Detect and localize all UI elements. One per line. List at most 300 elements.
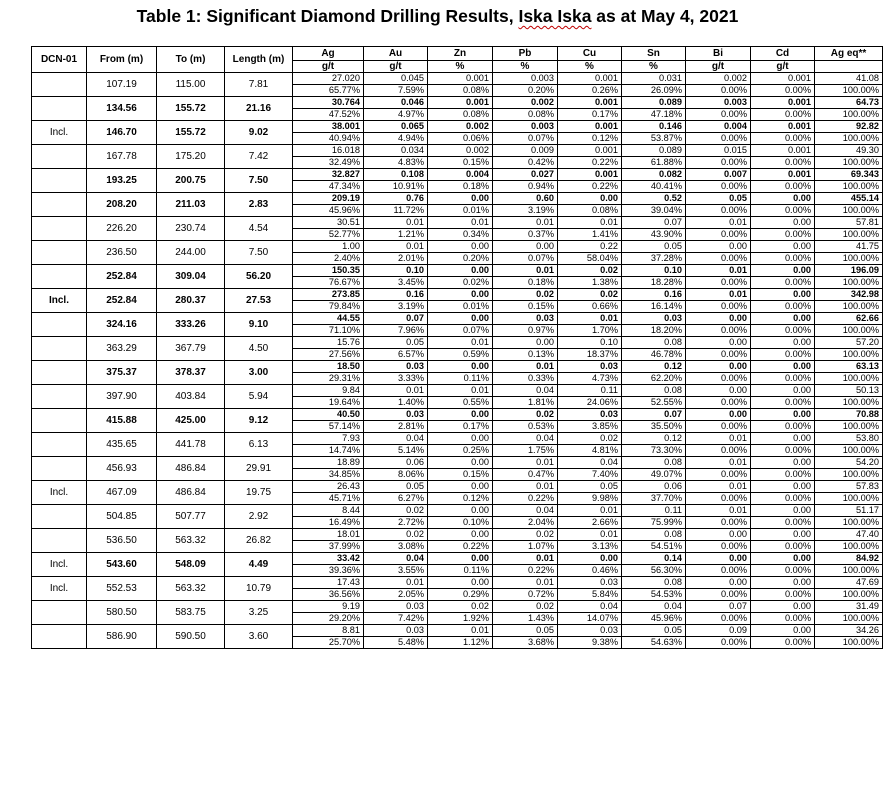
percent-cell: 0.00% (686, 637, 751, 649)
to-cell: 244.00 (157, 241, 225, 265)
percent-cell: 0.00% (686, 133, 751, 145)
percent-cell: 14.74% (293, 445, 364, 457)
grade-cell: 0.002 (428, 145, 493, 157)
percent-cell: 32.49% (293, 157, 364, 169)
to-cell: 507.77 (157, 505, 225, 529)
grade-cell: 41.08 (815, 73, 883, 85)
percent-cell: 0.00% (751, 157, 815, 169)
grade-cell: 70.88 (815, 409, 883, 421)
length-cell: 21.16 (225, 97, 293, 121)
grade-cell: 8.44 (293, 505, 364, 517)
grade-cell: 0.01 (686, 457, 751, 469)
percent-cell: 18.37% (558, 349, 622, 361)
from-cell: 134.56 (87, 97, 157, 121)
grade-cell: 0.01 (428, 217, 493, 229)
percent-cell: 0.00% (686, 277, 751, 289)
percent-cell: 0.00% (751, 253, 815, 265)
interval-note (32, 73, 87, 97)
grade-cell: 0.07 (364, 313, 428, 325)
grade-cell: 0.046 (364, 97, 428, 109)
percent-cell: 2.40% (293, 253, 364, 265)
percent-cell: 40.94% (293, 133, 364, 145)
grade-cell: 0.00 (751, 337, 815, 349)
percent-cell: 65.77% (293, 85, 364, 97)
interval-note (32, 409, 87, 433)
element-header: Cd (751, 47, 815, 61)
length-cell: 4.54 (225, 217, 293, 241)
grade-cell: 0.02 (364, 505, 428, 517)
element-header: Ag eq** (815, 47, 883, 61)
grade-cell: 0.003 (493, 121, 558, 133)
from-cell: 397.90 (87, 385, 157, 409)
percent-cell: 45.96% (622, 613, 686, 625)
result-row-grade (32, 409, 883, 421)
length-cell: 4.49 (225, 553, 293, 577)
grade-cell: 8.81 (293, 625, 364, 637)
grade-cell: 0.00 (428, 505, 493, 517)
interval-note (32, 313, 87, 337)
grade-cell: 26.43 (293, 481, 364, 493)
percent-cell: 52.77% (293, 229, 364, 241)
from-header: From (m) (87, 47, 157, 73)
percent-cell: 0.00% (751, 445, 815, 457)
percent-cell: 3.33% (364, 373, 428, 385)
percent-cell: 0.15% (428, 157, 493, 169)
percent-cell: 0.22% (558, 157, 622, 169)
from-cell: 456.93 (87, 457, 157, 481)
result-row-grade (32, 433, 883, 445)
grade-cell: 0.00 (751, 313, 815, 325)
to-header: To (m) (157, 47, 225, 73)
percent-cell: 100.00% (815, 277, 883, 289)
interval-note (32, 169, 87, 193)
percent-cell: 0.00% (751, 637, 815, 649)
from-cell: 252.84 (87, 289, 157, 313)
grade-cell: 0.00 (428, 241, 493, 253)
percent-cell: 0.12% (428, 493, 493, 505)
grade-cell: 0.00 (751, 241, 815, 253)
percent-cell: 29.20% (293, 613, 364, 625)
grade-cell: 92.82 (815, 121, 883, 133)
grade-cell: 0.001 (558, 73, 622, 85)
to-cell: 155.72 (157, 97, 225, 121)
grade-cell: 0.00 (751, 217, 815, 229)
interval-note (32, 529, 87, 553)
percent-cell: 10.91% (364, 181, 428, 193)
result-row-grade (32, 361, 883, 373)
grade-cell: 33.42 (293, 553, 364, 565)
grade-cell: 273.85 (293, 289, 364, 301)
percent-cell: 100.00% (815, 373, 883, 385)
percent-cell: 100.00% (815, 133, 883, 145)
to-cell: 155.72 (157, 121, 225, 145)
grade-cell: 0.08 (622, 457, 686, 469)
unit-header: % (558, 61, 622, 73)
percent-cell: 0.00% (751, 613, 815, 625)
element-header: Ag (293, 47, 364, 61)
grade-cell: 0.02 (493, 409, 558, 421)
grade-cell: 0.001 (751, 169, 815, 181)
percent-cell: 0.00% (686, 373, 751, 385)
length-cell: 7.81 (225, 73, 293, 97)
percent-cell: 0.01% (428, 205, 493, 217)
percent-cell: 40.41% (622, 181, 686, 193)
percent-cell: 1.43% (493, 613, 558, 625)
percent-cell: 39.04% (622, 205, 686, 217)
grade-cell: 0.034 (364, 145, 428, 157)
percent-cell: 43.90% (622, 229, 686, 241)
percent-cell: 47.52% (293, 109, 364, 121)
to-cell: 378.37 (157, 361, 225, 385)
percent-cell: 0.00% (751, 85, 815, 97)
interval-note (32, 337, 87, 361)
grade-cell: 0.00 (686, 409, 751, 421)
grade-cell: 0.03 (558, 409, 622, 421)
percent-cell: 0.94% (493, 181, 558, 193)
grade-cell: 0.08 (622, 337, 686, 349)
to-cell: 115.00 (157, 73, 225, 97)
percent-cell: 1.21% (364, 229, 428, 241)
grade-cell: 0.00 (751, 265, 815, 277)
grade-cell: 0.05 (686, 193, 751, 205)
percent-cell: 37.28% (622, 253, 686, 265)
from-cell: 435.65 (87, 433, 157, 457)
from-cell: 580.50 (87, 601, 157, 625)
grade-cell: 0.12 (622, 361, 686, 373)
percent-cell: 0.53% (493, 421, 558, 433)
result-row-grade (32, 601, 883, 613)
percent-cell: 100.00% (815, 349, 883, 361)
interval-note (32, 361, 87, 385)
grade-cell: 0.16 (622, 289, 686, 301)
from-cell: 467.09 (87, 481, 157, 505)
percent-cell: 16.49% (293, 517, 364, 529)
grade-cell: 0.01 (364, 577, 428, 589)
grade-cell: 0.04 (558, 457, 622, 469)
result-row-grade (32, 313, 883, 325)
grade-cell: 0.00 (428, 313, 493, 325)
result-row-grade (32, 73, 883, 85)
percent-cell: 3.55% (364, 565, 428, 577)
grade-cell: 0.027 (493, 169, 558, 181)
percent-cell: 34.85% (293, 469, 364, 481)
percent-cell: 0.00% (751, 181, 815, 193)
grade-cell: 0.009 (493, 145, 558, 157)
length-cell: 3.25 (225, 601, 293, 625)
percent-cell: 62.20% (622, 373, 686, 385)
grade-cell: 40.50 (293, 409, 364, 421)
grade-cell: 0.05 (364, 481, 428, 493)
percent-cell: 24.06% (558, 397, 622, 409)
percent-cell: 3.19% (493, 205, 558, 217)
percent-cell: 0.00% (686, 589, 751, 601)
grade-cell: 57.83 (815, 481, 883, 493)
percent-cell: 0.00% (751, 517, 815, 529)
grade-cell: 0.11 (558, 385, 622, 397)
percent-cell: 3.85% (558, 421, 622, 433)
grade-cell: 32.827 (293, 169, 364, 181)
to-cell: 486.84 (157, 481, 225, 505)
grade-cell: 342.98 (815, 289, 883, 301)
grade-cell: 0.01 (493, 265, 558, 277)
to-cell: 309.04 (157, 265, 225, 289)
percent-cell: 0.00% (751, 373, 815, 385)
interval-note: Incl. (32, 577, 87, 601)
percent-cell: 7.59% (364, 85, 428, 97)
grade-cell: 0.02 (558, 265, 622, 277)
length-header: Length (m) (225, 47, 293, 73)
percent-cell: 1.40% (364, 397, 428, 409)
percent-cell: 76.67% (293, 277, 364, 289)
length-cell: 2.83 (225, 193, 293, 217)
from-cell: 226.20 (87, 217, 157, 241)
grade-cell: 0.002 (686, 73, 751, 85)
grade-cell: 0.089 (622, 97, 686, 109)
percent-cell: 0.15% (428, 469, 493, 481)
percent-cell: 35.50% (622, 421, 686, 433)
percent-cell: 25.70% (293, 637, 364, 649)
grade-cell: 41.75 (815, 241, 883, 253)
grade-cell: 0.03 (364, 409, 428, 421)
grade-cell: 0.76 (364, 193, 428, 205)
percent-cell: 0.12% (558, 133, 622, 145)
percent-cell: 0.00% (751, 421, 815, 433)
grade-cell: 0.02 (493, 601, 558, 613)
interval-note (32, 217, 87, 241)
percent-cell: 0.00% (751, 109, 815, 121)
percent-cell: 0.47% (493, 469, 558, 481)
from-cell: 375.37 (87, 361, 157, 385)
grade-cell: 30.51 (293, 217, 364, 229)
percent-cell: 0.13% (493, 349, 558, 361)
from-cell: 536.50 (87, 529, 157, 553)
percent-cell: 0.55% (428, 397, 493, 409)
grade-cell: 0.00 (428, 409, 493, 421)
percent-cell: 0.20% (428, 253, 493, 265)
grade-cell: 0.007 (686, 169, 751, 181)
grade-cell: 0.00 (493, 337, 558, 349)
unit-header: % (493, 61, 558, 73)
grade-cell: 16.018 (293, 145, 364, 157)
grade-cell: 0.01 (686, 505, 751, 517)
grade-cell: 0.00 (686, 241, 751, 253)
to-cell: 441.78 (157, 433, 225, 457)
percent-cell: 27.56% (293, 349, 364, 361)
from-cell: 324.16 (87, 313, 157, 337)
grade-cell: 18.50 (293, 361, 364, 373)
element-header: Cu (558, 47, 622, 61)
result-row-grade (32, 529, 883, 541)
length-cell: 3.60 (225, 625, 293, 649)
grade-cell: 0.01 (558, 217, 622, 229)
percent-cell: 54.53% (622, 589, 686, 601)
to-cell: 200.75 (157, 169, 225, 193)
grade-cell: 0.146 (622, 121, 686, 133)
percent-cell: 0.08% (493, 109, 558, 121)
length-cell: 5.94 (225, 385, 293, 409)
length-cell: 6.13 (225, 433, 293, 457)
result-row-grade (32, 457, 883, 469)
percent-cell: 100.00% (815, 637, 883, 649)
grade-cell: 0.00 (686, 529, 751, 541)
grade-cell: 0.06 (622, 481, 686, 493)
grade-cell: 0.04 (622, 601, 686, 613)
percent-cell: 19.64% (293, 397, 364, 409)
percent-cell: 4.83% (364, 157, 428, 169)
percent-cell: 46.78% (622, 349, 686, 361)
table-title (0, 6, 875, 27)
percent-cell: 0.00% (686, 349, 751, 361)
grade-cell: 0.01 (428, 385, 493, 397)
grade-cell: 0.089 (622, 145, 686, 157)
grade-cell: 0.04 (493, 385, 558, 397)
grade-cell: 0.108 (364, 169, 428, 181)
percent-cell: 0.22% (493, 493, 558, 505)
grade-cell: 0.08 (622, 577, 686, 589)
percent-cell: 0.00% (751, 469, 815, 481)
percent-cell: 0.02% (428, 277, 493, 289)
to-cell: 175.20 (157, 145, 225, 169)
percent-cell: 29.31% (293, 373, 364, 385)
percent-cell: 0.00% (751, 229, 815, 241)
percent-cell: 0.08% (428, 85, 493, 97)
grade-cell: 7.93 (293, 433, 364, 445)
result-row-grade (32, 289, 883, 301)
grade-cell: 0.14 (622, 553, 686, 565)
result-row-grade (32, 385, 883, 397)
percent-cell: 0.97% (493, 325, 558, 337)
grade-cell: 9.19 (293, 601, 364, 613)
grade-cell: 0.00 (686, 337, 751, 349)
grade-cell: 0.00 (751, 529, 815, 541)
grade-cell: 0.10 (364, 265, 428, 277)
grade-cell: 0.01 (364, 241, 428, 253)
percent-cell: 2.81% (364, 421, 428, 433)
grade-cell: 0.01 (364, 385, 428, 397)
grade-cell: 0.00 (428, 265, 493, 277)
grade-cell: 0.001 (558, 145, 622, 157)
percent-cell: 0.00% (686, 493, 751, 505)
percent-cell: 1.92% (428, 613, 493, 625)
grade-cell: 0.02 (493, 289, 558, 301)
unit-header: g/t (293, 61, 364, 73)
percent-cell: 18.28% (622, 277, 686, 289)
percent-cell: 0.01% (428, 301, 493, 313)
percent-cell: 3.19% (364, 301, 428, 313)
percent-cell: 0.00% (751, 397, 815, 409)
grade-cell: 0.10 (558, 337, 622, 349)
interval-note (32, 601, 87, 625)
element-header: Pb (493, 47, 558, 61)
percent-cell: 0.11% (428, 565, 493, 577)
grade-cell: 0.00 (751, 457, 815, 469)
percent-cell: 0.25% (428, 445, 493, 457)
grade-cell: 15.76 (293, 337, 364, 349)
percent-cell: 0.00% (686, 325, 751, 337)
grade-cell: 0.01 (364, 217, 428, 229)
grade-cell: 0.04 (493, 505, 558, 517)
grade-cell: 0.00 (428, 481, 493, 493)
grade-cell: 0.00 (428, 193, 493, 205)
percent-cell: 0.22% (558, 181, 622, 193)
percent-cell: 100.00% (815, 421, 883, 433)
grade-cell: 0.002 (493, 97, 558, 109)
grade-cell: 38.001 (293, 121, 364, 133)
percent-cell: 100.00% (815, 469, 883, 481)
grade-cell: 0.04 (493, 433, 558, 445)
percent-cell: 0.00% (751, 349, 815, 361)
interval-note: Incl. (32, 481, 87, 505)
percent-cell: 100.00% (815, 229, 883, 241)
grade-cell: 0.03 (558, 577, 622, 589)
percent-cell: 0.00% (751, 133, 815, 145)
grade-cell: 0.52 (622, 193, 686, 205)
to-cell: 548.09 (157, 553, 225, 577)
grade-cell: 0.04 (364, 553, 428, 565)
grade-cell: 44.55 (293, 313, 364, 325)
grade-cell: 0.01 (493, 481, 558, 493)
unit-header: g/t (751, 61, 815, 73)
percent-cell: 6.57% (364, 349, 428, 361)
percent-cell: 0.15% (493, 301, 558, 313)
length-cell: 29.91 (225, 457, 293, 481)
grade-cell: 54.20 (815, 457, 883, 469)
percent-cell: 0.00% (686, 565, 751, 577)
from-cell: 586.90 (87, 625, 157, 649)
interval-note (32, 145, 87, 169)
percent-cell: 3.08% (364, 541, 428, 553)
grade-cell: 0.031 (622, 73, 686, 85)
grade-cell: 0.12 (622, 433, 686, 445)
length-cell: 9.02 (225, 121, 293, 145)
grade-cell: 0.00 (751, 505, 815, 517)
interval-note (32, 265, 87, 289)
grade-cell: 0.01 (686, 217, 751, 229)
grade-cell: 0.01 (686, 289, 751, 301)
percent-cell: 0.00% (686, 421, 751, 433)
unit-header: g/t (364, 61, 428, 73)
percent-cell: 75.99% (622, 517, 686, 529)
percent-cell: 100.00% (815, 301, 883, 313)
percent-cell: 2.04% (493, 517, 558, 529)
percent-cell: 0.20% (493, 85, 558, 97)
from-cell: 236.50 (87, 241, 157, 265)
grade-cell: 34.26 (815, 625, 883, 637)
percent-cell: 5.84% (558, 589, 622, 601)
title-prefix: Table 1: Significant Diamond Drilling Results, (136, 6, 519, 26)
percent-cell: 0.00% (751, 493, 815, 505)
grade-cell: 18.89 (293, 457, 364, 469)
grade-cell: 0.05 (364, 337, 428, 349)
hole-id-header: DCN-01 (32, 47, 87, 73)
percent-cell: 1.75% (493, 445, 558, 457)
percent-cell: 0.00% (686, 541, 751, 553)
grade-cell: 0.16 (364, 289, 428, 301)
grade-cell: 64.73 (815, 97, 883, 109)
percent-cell: 0.00% (686, 445, 751, 457)
grade-cell: 57.81 (815, 217, 883, 229)
interval-note (32, 241, 87, 265)
percent-cell: 5.48% (364, 637, 428, 649)
element-header: Zn (428, 47, 493, 61)
from-cell: 363.29 (87, 337, 157, 361)
grade-cell: 47.69 (815, 577, 883, 589)
grade-cell: 0.60 (493, 193, 558, 205)
grade-cell: 0.01 (686, 481, 751, 493)
grade-cell: 0.01 (428, 337, 493, 349)
grade-cell: 0.00 (686, 577, 751, 589)
percent-cell: 1.70% (558, 325, 622, 337)
